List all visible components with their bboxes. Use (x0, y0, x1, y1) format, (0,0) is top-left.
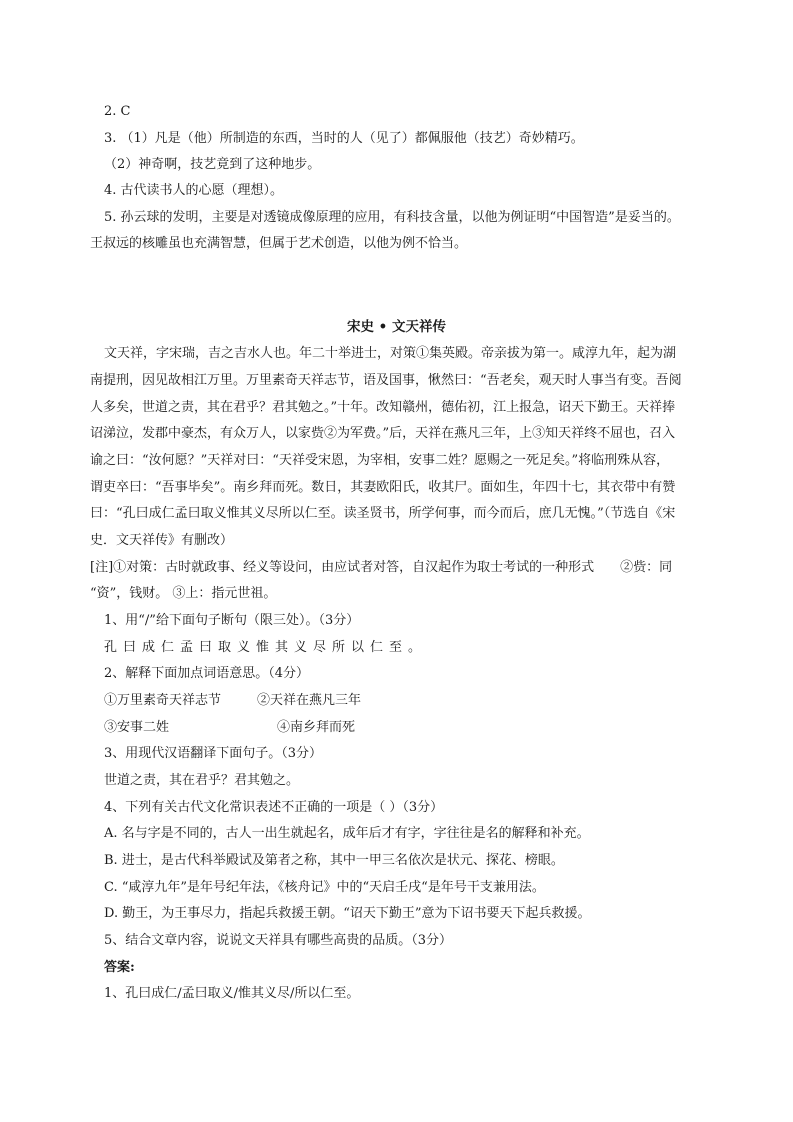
passage-line: 曰：“孔曰成仁孟曰取义惟其义尽所以仁至。读圣贤书，所学何事，而今而后，庶几无愧。”（节选自《宋 (90, 506, 676, 521)
question-2: 2、解释下面加点词语意思。（4分） (104, 666, 310, 681)
answer-3-2: （2）神奇啊，技艺竟到了这种地步。 (104, 157, 321, 172)
passage-line: 诏涕泣，发郡中豪杰，有众万人，以家赀②为军费。”后，天祥在燕凡三年，上③知天祥终不屈也，召入 (90, 426, 676, 441)
question-2-b: ②天祥在燕凡三年 (257, 693, 362, 708)
note-2: ②赀：同 (620, 560, 673, 575)
question-2-c: ③安事二姓 (104, 720, 170, 735)
answer-4: 4. 古代读书人的心愿（理想）。 (104, 183, 284, 198)
note-3: “资”，钱财。 ③上：指元世祖。 (90, 586, 277, 601)
passage-line: 谕之曰：“汝何愿？”天祥对曰：“天祥受宋恩，为宰相，安事二姓？愿赐之一死足矣。”将临刑殊从容， (90, 453, 670, 468)
question-3: 3、用现代汉语翻译下面句子。（3分） (104, 746, 323, 761)
question-2-row2 (104, 719, 793, 737)
question-4-option-d: D. 勤王，为王事尽力，指起兵救援王朝。“诏天下勤王”意为下诏书要天下起兵救援。 (104, 906, 591, 921)
passage-line: 史．文天祥传》有删改） (90, 533, 234, 548)
passage-line: 文天祥，字宋瑞，吉之吉水人也。年二十举进士，对策①集英殿。帝亲拔为第一。咸淳九年，起为湖 (104, 346, 677, 361)
question-5: 5、结合文章内容，说说文天祥具有哪些高贵的品质。（3分） (104, 933, 453, 948)
question-3-text: 世道之责，其在君乎？君其勉之。 (104, 773, 300, 788)
note-line-1 (90, 559, 793, 577)
passage-line: 人多矣，世道之责，其在君乎？君其勉之。”十年。改知赣州，德佑初，江上报急，诏天下勤王。天祥捧 (90, 400, 676, 415)
answer-5-line2: 王叔远的核雕虽也充满智慧，但属于艺术创造，以他为例不恰当。 (90, 236, 468, 251)
question-4: 4、下列有关古代文化常识表述不正确的一项是（ ）（3分） (104, 800, 444, 815)
question-4-option-a: A. 名与字是不同的，古人一出生就起名，成年后才有字，字往往是名的解释和补充。 (104, 826, 590, 841)
question-2-a: ①万里素奇天祥志节 (104, 693, 222, 708)
answer-3-1: 3. （1）凡是（他）所制造的东西，当时的人（见了）都佩服他（技艺）奇妙精巧。 (104, 131, 584, 146)
question-1-text: 孔曰成仁孟曰取义惟其义尽所以仁至。 (104, 640, 428, 655)
answer-label: 答案: (104, 960, 135, 975)
question-4-option-c: C. “咸淳九年”是年号纪年法，《核舟记》中的“天启壬戌“是年号干支兼用法。 (104, 880, 545, 895)
question-2-d: ④南乡拜而死 (277, 720, 356, 735)
passage-line: 南提刑，因见故相江万里。万里素奇天祥志节，语及国事，愀然曰：“吾老矣，观天时人事当有变。吾阅 (90, 373, 682, 388)
question-2-row1 (104, 692, 793, 710)
passage-line: 谓吏卒曰：“吾事毕矣”。南乡拜而死。数日，其妻欧阳氏，收其尸。面如生，年四十七，其衣带中有赞 (90, 480, 676, 495)
passage-title: 宋史 • 文天祥传 (346, 319, 447, 335)
question-1: 1、用“/”给下面句子断句（限三处）。（3分） (104, 613, 360, 628)
answer-1: 1、孔曰成仁/孟曰取义/惟其义尽/所以仁至。 (104, 986, 360, 1001)
answer-2: 2. C (104, 104, 131, 119)
answer-5-line1: 5. 孙云球的发明，主要是对透镜成像原理的应用，有科技含量，以他为例证明“中国智造”是妥当的。 (104, 210, 680, 225)
question-4-option-b: B. 进士，是古代科举殿试及第者之称，其中一甲三名依次是状元、探花、榜眼。 (104, 853, 564, 868)
note-1: [注]①对策：古时就政事、经义等设问，由应试者对答，自汉起作为取士考试的一种形式 (90, 560, 595, 575)
